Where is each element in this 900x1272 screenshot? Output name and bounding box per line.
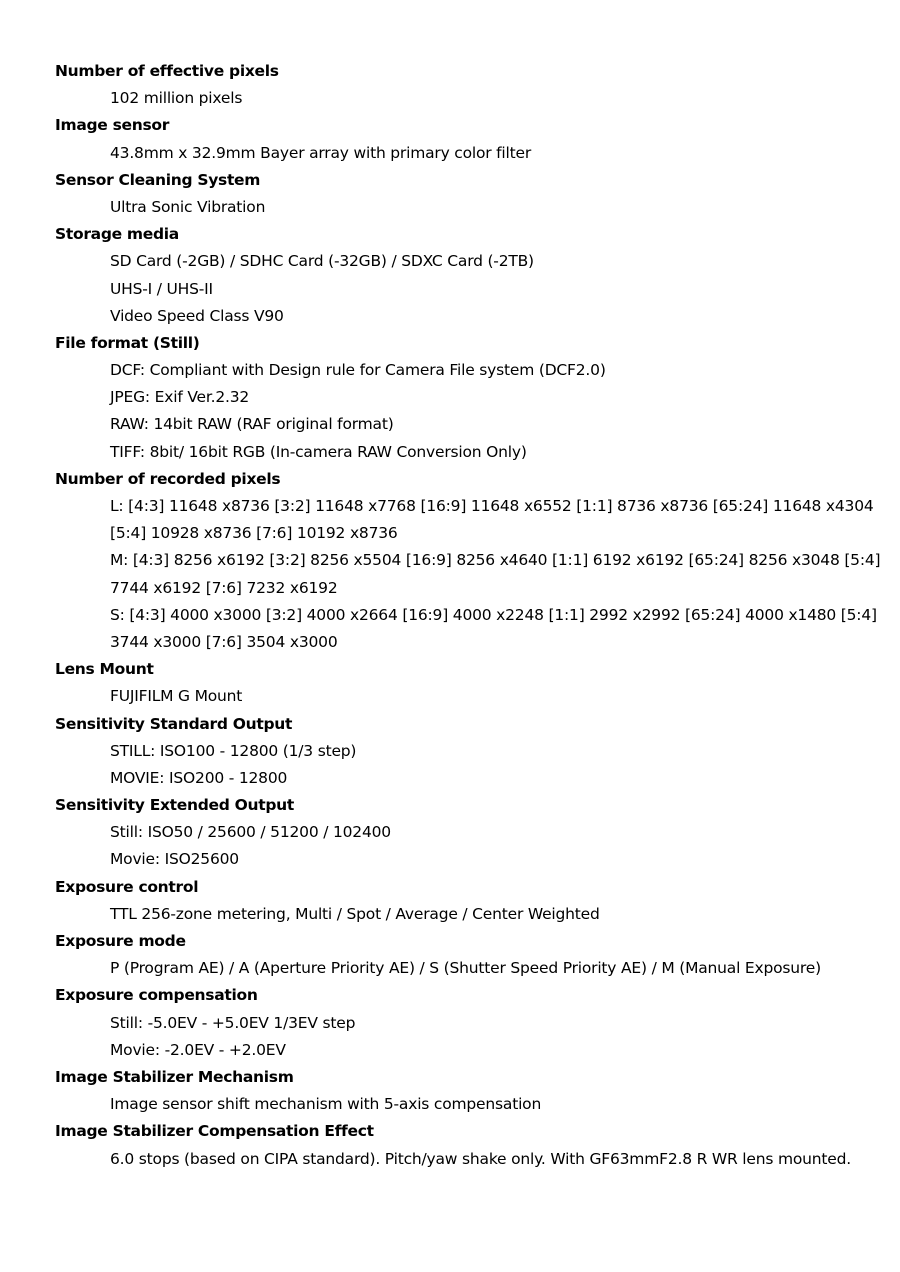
spec-value-list <box>55 357 855 466</box>
spec-section <box>55 466 881 656</box>
spec-title: Image sensor <box>55 116 170 135</box>
spec-value: Movie: -2.0EV - +2.0EV <box>110 1040 286 1059</box>
spec-value-list <box>55 1010 855 1064</box>
spec-document <box>55 58 881 1173</box>
spec-value: MOVIE: ISO200 - 12800 <box>110 768 288 787</box>
spec-value: 3744 x3000 [7:6] 3504 x3000 <box>110 632 338 651</box>
spec-title: Sensitivity Extended Output <box>55 796 294 815</box>
spec-value: 6.0 stops (based on CIPA standard). Pitch/yaw shake only. With GF63mmF2.8 R WR lens mounted. <box>110 1149 851 1168</box>
spec-value: Ultra Sonic Vibration <box>110 197 266 216</box>
spec-title: Lens Mount <box>55 660 154 679</box>
spec-title: File format (Still) <box>55 333 200 352</box>
spec-title: Sensitivity Standard Output <box>55 714 293 733</box>
spec-value: 102 million pixels <box>110 89 243 108</box>
spec-value: 43.8mm x 32.9mm Bayer array with primary color filter <box>110 143 532 162</box>
spec-value: UHS-I / UHS-II <box>110 279 213 298</box>
spec-title: Number of recorded pixels <box>55 469 281 488</box>
spec-value: JPEG: Exif Ver.2.32 <box>110 388 250 407</box>
spec-value-list <box>55 493 881 656</box>
spec-value-list <box>55 1091 855 1118</box>
spec-section <box>55 112 855 166</box>
spec-value: SD Card (-2GB) / SDHC Card (-32GB) / SDXC Card (-2TB) <box>110 252 534 271</box>
spec-title: Sensor Cleaning System <box>55 170 261 189</box>
spec-value: RAW: 14bit RAW (RAF original format) <box>110 415 394 434</box>
spec-value: Movie: ISO25600 <box>110 850 239 869</box>
spec-section <box>55 656 855 710</box>
spec-title: Storage media <box>55 225 179 244</box>
spec-value: 7744 x6192 [7:6] 7232 x6192 <box>110 578 338 597</box>
spec-section <box>55 874 855 928</box>
spec-value: Image sensor shift mechanism with 5-axis compensation <box>110 1095 542 1114</box>
spec-list <box>55 58 881 1173</box>
spec-value-list <box>55 194 855 221</box>
spec-value-list <box>55 683 855 710</box>
spec-section <box>55 1064 855 1118</box>
spec-value: Video Speed Class V90 <box>110 306 284 325</box>
spec-section <box>55 330 855 466</box>
spec-value: P (Program AE) / A (Aperture Priority AE) / S (Shutter Speed Priority AE) / M (Manual Exposure) <box>110 959 821 978</box>
spec-section <box>55 167 855 221</box>
spec-value-list <box>55 1146 855 1173</box>
spec-value-list <box>55 85 855 112</box>
spec-value-list <box>55 819 855 873</box>
spec-value: [5:4] 10928 x8736 [7:6] 10192 x8736 <box>110 524 398 543</box>
spec-title: Exposure compensation <box>55 986 258 1005</box>
spec-value-list <box>55 955 855 982</box>
spec-title: Exposure mode <box>55 932 186 950</box>
spec-section <box>55 1118 855 1172</box>
spec-value: M: [4:3] 8256 x6192 [3:2] 8256 x5504 [16:9] 8256 x4640 [1:1] 6192 x6192 [65:24] 8256 x3048 [5:4] <box>110 551 881 570</box>
spec-value: DCF: Compliant with Design rule for Camera File system (DCF2.0) <box>110 361 606 380</box>
spec-section <box>55 711 855 793</box>
spec-title: Exposure control <box>55 877 199 896</box>
spec-value: Still: -5.0EV - +5.0EV 1/3EV step <box>110 1013 356 1032</box>
spec-title: Image Stabilizer Compensation Effect <box>55 1122 374 1141</box>
spec-value-list <box>55 901 855 928</box>
spec-value: TIFF: 8bit/ 16bit RGB (In-camera RAW Conversion Only) <box>110 442 527 461</box>
spec-value-list <box>55 738 855 792</box>
spec-value-list <box>55 140 855 167</box>
spec-value: TTL 256-zone metering, Multi / Spot / Average / Center Weighted <box>110 904 600 923</box>
spec-title: Image Stabilizer Mechanism <box>55 1067 294 1086</box>
spec-section <box>55 221 855 330</box>
spec-value: Still: ISO50 / 25600 / 51200 / 102400 <box>110 823 391 842</box>
spec-value: STILL: ISO100 - 12800 (1/3 step) <box>110 741 357 760</box>
spec-value: L: [4:3] 11648 x8736 [3:2] 11648 x7768 [16:9] 11648 x6552 [1:1] 8736 x8736 [65:24] 11648 x4304 <box>110 497 874 515</box>
spec-section <box>55 928 855 982</box>
spec-section <box>55 982 855 1064</box>
spec-value: S: [4:3] 4000 x3000 [3:2] 4000 x2664 [16:9] 4000 x2248 [1:1] 2992 x2992 [65:24] 4000 x1480 [5:4] <box>110 605 877 624</box>
spec-section <box>55 58 855 112</box>
spec-title: Number of effective pixels <box>55 62 279 80</box>
spec-value-list <box>55 248 855 330</box>
spec-value: FUJIFILM G Mount <box>110 687 243 706</box>
spec-section <box>55 792 855 874</box>
